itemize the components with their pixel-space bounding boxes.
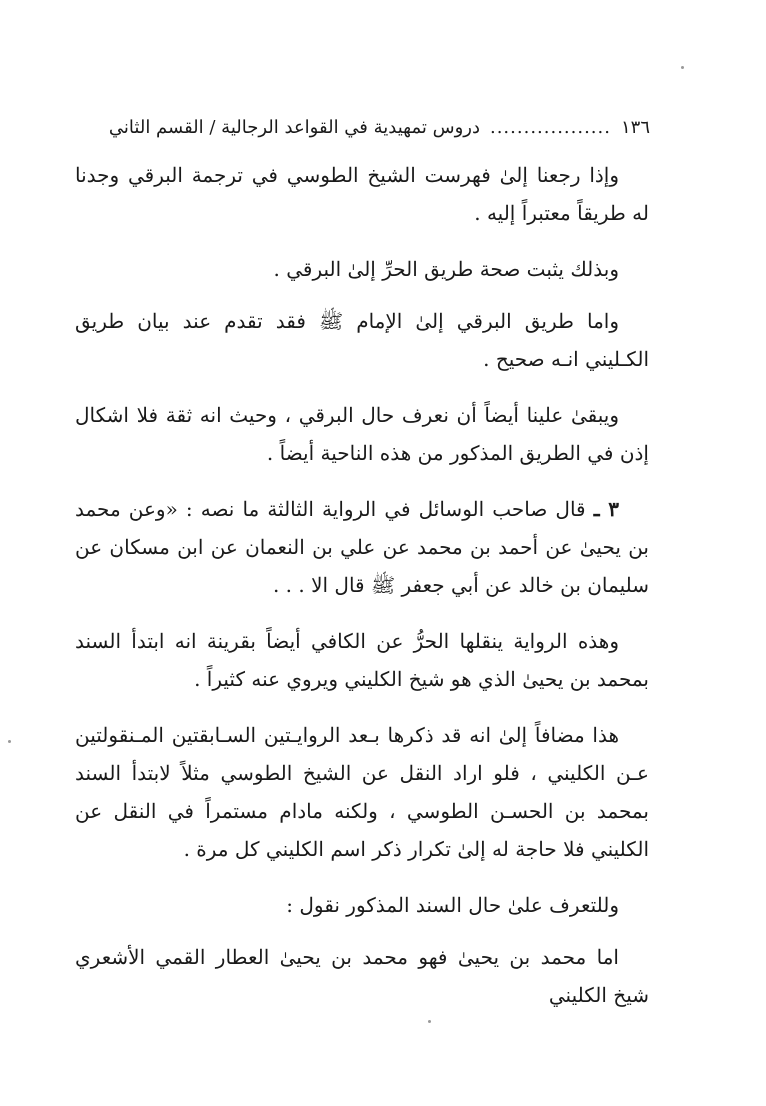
page-body (75, 156, 649, 1032)
item-number: ٣ ـ (593, 497, 620, 521)
page-number: ١٣٦ (620, 116, 650, 138)
paragraph: ويبقىٰ علينا أيضاً أن نعرف حال البرقي ، وحيث انه ثقة فلا اشكال إذن في الطريق المذكور من هذه الناحية أيضاً . (75, 403, 649, 465)
running-title: دروس تمهيدية في القواعد الرجالية / القسم الثاني (108, 116, 480, 138)
scan-speck (681, 66, 684, 69)
paragraph: واما طريق البرقي إلىٰ الإمام ﷺ فقد تقدم عند بيان طريق الكـليني انـه صحيح . (75, 309, 649, 371)
paragraph: ٣ ـ قال صاحب الوسائل في الرواية الثالثة ما نصه : «وعن محمد بن يحيىٰ عن أحمد بن محمد عن علي بن النعمان عن ابن مسكان عن سليمان بن خالد عن أبي جعفر ﷺ قال الا . . . (75, 497, 649, 597)
paragraph: اما محمد بن يحيىٰ فهو محمد بن يحيىٰ العطار القمي الأشعري شيخ الكليني (75, 945, 649, 1007)
paragraph: وبذلك يثبت صحة طريق الحرِّ إلىٰ البرقي . (273, 257, 619, 281)
page-header (80, 110, 650, 144)
scan-speck (428, 1020, 431, 1023)
scan-speck (8, 740, 11, 743)
header-dot-leader: .................. (489, 116, 611, 138)
paragraph: وإذا رجعنا إلىٰ فهرست الشيخ الطوسي في ترجمة البرقي وجدنا له طريقاً معتبراً إليه . (75, 163, 649, 225)
paragraph: هذا مضافاً إلىٰ انه قد ذكرها بـعد الروايـتين السـابقتين المـنقولتين عـن الكليني ، فلو اراد النقل عن الشيخ الطوسي مثلاً لابتدأ السند بمحمد بن الحسـن الطوسي ، ولكنه مادام مستمراً في النقل عن الكليني فلا حاجة له إلىٰ تكرار ذكر اسم الكليني كل مرة . (75, 723, 649, 861)
paragraph: وهذه الرواية ينقلها الحرُّ عن الكافي أيضاً بقرينة انه ابتدأ السند بمحمد بن يحيىٰ الذي هو شيخ الكليني ويروي عنه كثيراً . (75, 629, 649, 691)
paragraph: وللتعرف علىٰ حال السند المذكور نقول : (286, 893, 619, 917)
